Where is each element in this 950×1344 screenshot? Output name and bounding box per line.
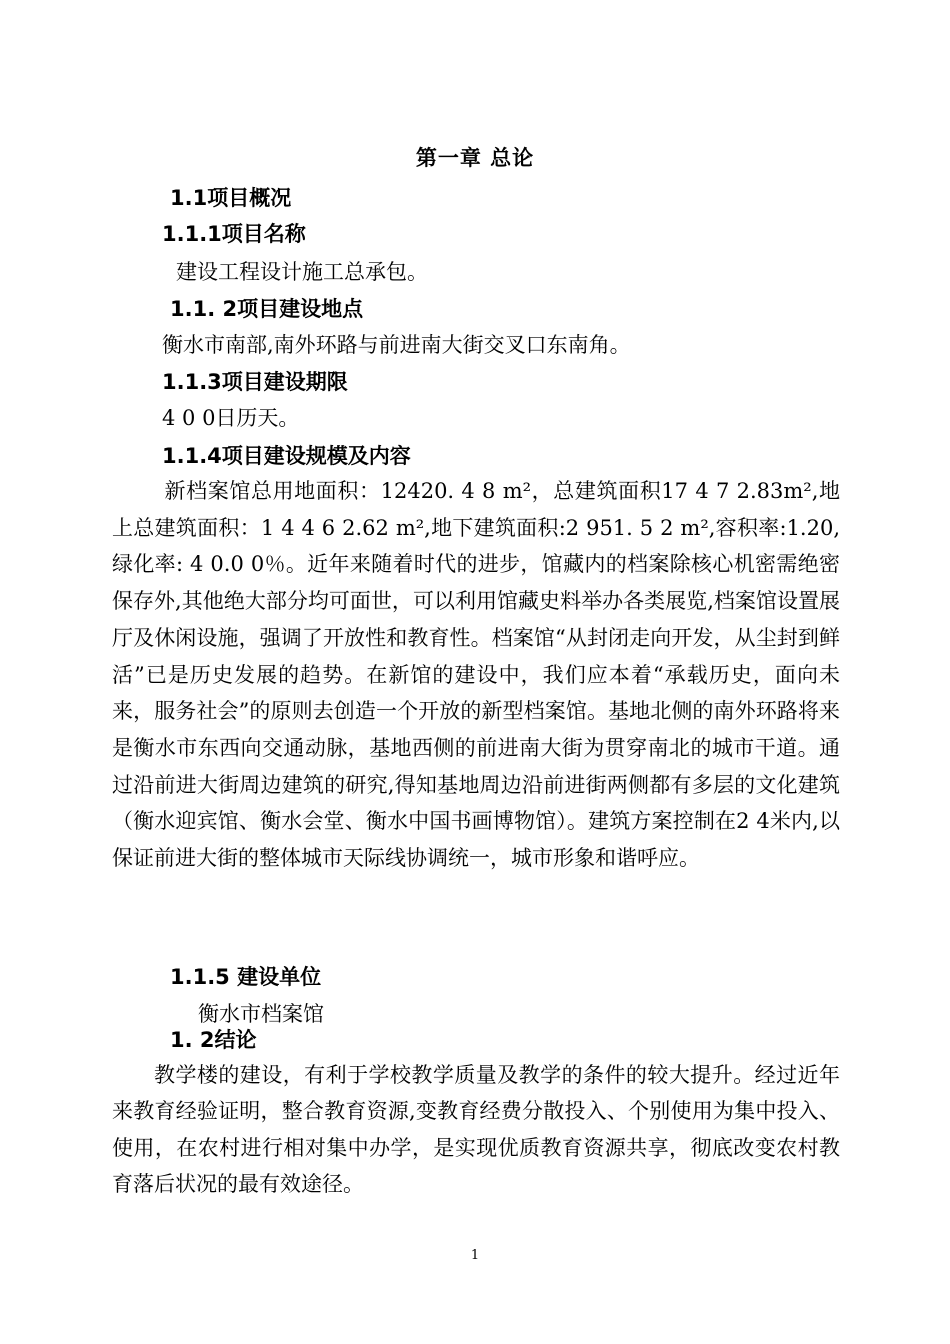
section-1-1-heading: 1.1项目概况: [170, 186, 292, 210]
section-1-2-heading: 1. 2结论: [170, 1028, 257, 1052]
section-1-1-5-heading: 1.1.5 建设单位: [170, 965, 322, 989]
section-1-1-2-heading: 1.1. 2项目建设地点: [170, 297, 364, 321]
section-1-2-text: 教学楼的建设，有利于学校教学质量及教学的条件的较大提升。经过近年来教育经验证明，整合教育资源,变教育经费分散投入、个别使用为集中投入、使用，在农村进行相对集中办学，是实现优质教育资源共享，彻底改变农村教育落后状况的最有效途径。: [112, 1063, 840, 1196]
page-number: 1: [470, 1248, 480, 1263]
section-1-1-2-text: 衡水市南部,南外环路与前进南大街交叉口东南角。: [162, 333, 631, 357]
section-1-1-1-text: 建设工程设计施工总承包。: [176, 260, 428, 284]
section-1-1-3-text: 4 0 0日历天。: [162, 406, 300, 430]
section-1-1-4-heading: 1.1.4项目建设规模及内容: [162, 444, 411, 468]
section-1-1-3-heading: 1.1.3项目建设期限: [162, 370, 348, 394]
section-1-1-4-text: 新档案馆总用地面积：12420. 4 8 m²，总建筑面积17 4 7 2.83m²,地上总建筑面积：1 4 4 6 2.62 m²,地下建筑面积:2 951. 5 2 m²,容积率:1.20,绿化率: 4 0.0 0％。近年来随着时代的进步，馆藏内的档案除核心机密需绝密保存外,其他绝大部分均可面世，可以利用馆藏史料举办各类展览,档案馆设置展厅及休闲设施，强调了开放性和教育性。档案馆“从封闭走向开发，从尘封到鲜活”已是历史发展的趋势。在新馆的建设中，我们应本着“承载历史，面向未来，服务社会”的原则去创造一个开放的新型档案馆。基地北侧的南外环路将来是衡水市东西向交通动脉，基地西侧的前进南大街为贯穿南北的城市干道。通过沿前进大街周边建筑的研究,得知基地周边沿前进街两侧都有多层的文化建筑（衡水迎宾馆、衡水会堂、衡水中国书画博物馆）。建筑方案控制在2 4米内,以保证前进大街的整体城市天际线协调统一，城市形象和谐呼应。: [112, 479, 840, 871]
section-1-1-5-text: 衡水市档案馆: [198, 1002, 324, 1026]
chapter-title: 第一章 总论: [415, 146, 535, 170]
section-1-1-1-heading: 1.1.1项目名称: [162, 222, 306, 246]
